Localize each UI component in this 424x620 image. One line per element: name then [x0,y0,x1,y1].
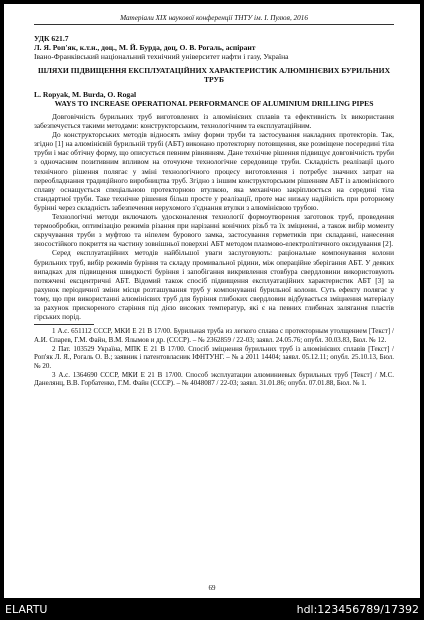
body-paragraph: Довговічність бурильних труб виготовлених із алюмінієвих сплавів та ефективність їх використання забезпечується такими методами: конструкторським, технологічним та експлуатаційним. [34,112,394,131]
paper-page [4,4,420,598]
body-paragraph: Технологічні методи включають удосконалення технології формоутворення заготовок труб, проведення термообробки, оптимізацію режимів різання при нарізанні конічних різьб та їх зміцненні, а також вибір моменту скручування труби з муфтою та ніпелем бурового замка, застосування герметиків при складанні, нанесення зносостійкого покриття на частину зовнішньої поверхні АБТ методом плазмово-електролітичного оксидування [2]. [34,212,394,249]
udk-code: УДК 621.7 [34,34,69,43]
reference-item: 2 Пат. 103529 Україна, МПК Е 21 В 17/00. Спосіб зміцнення бурильних труб із алюмінієвих сплавів [Текст] / Роп'як Л. Я., Рогаль О. В.; заявник і патентовласник ІФНТУНГ. – № a 2011 14404; заявл. 05.12.11; опубл. 25.10.13, Бюл. № 20. [34,344,394,370]
viewer-footer-bar [0,600,424,620]
affiliation: Івано-Франківський національний технічний університет нафти і газу, Україна [34,52,289,61]
page-number: 69 [208,584,216,592]
references-divider [34,324,94,325]
conference-header: Матеріали XIX наукової конференції ТНТУ ім. І. Пулюя, 2016 [34,14,394,25]
title-ua: ШЛЯХИ ПІДВИЩЕННЯ ЕКСПЛУАТАЦІЙНИХ ХАРАКТЕРИСТИК АЛЮМІНІЄВИХ БУРИЛЬНИХ ТРУБ [37,66,391,84]
authors-ua: Л. Я. Роп'як, к.т.н., доц., М. Й. Бурда, доц, О. В. Рогаль, аспірант [34,43,256,52]
authors-en: L. Ropyak, M. Burda, O. Rogal [34,90,137,99]
repository-name: ELARTU [5,603,48,616]
body-paragraph: До конструкторських методів відносять зміну форми труби та застосування накладних протекторів. Так, згідно [1] на алюмінієвій бурильній трубі (АБТ) виконано протекторну потовщення, яке розміщене посередині тіла труби і має обтічну форму, що описується певним рівнянням. Дане технічне рішення підвищує довговічність труби з одночасним позитивним впливом на оточуюче технологічне середовище труби. Складність реалізації цього технічного рішення полягає у зміні технологічного процесу виготовлення і потребує значних затрат на переобладнання традиційного виробництва труб. Згідно з іншим конструкторським рішенням АБТ із алюмінієвого сплаву оснащується спеціальною протекторною втулкою, яка механічно закріплюється на середині тіла стандартної труби. Таке технічне рішення більш просте у реалізації, проте має низьку надійність при роторному бурінні через складність забезпечення нерухомого з'єднання втулки з алюмінієвою трубою. [34,130,394,212]
handle-id: hdl:123456789/17392 [296,603,419,616]
reference-item: 1 А.с. 651112 СССР, МКИ Е 21 В 17/00. Бурильная труба из легкого сплава с протекторным утолщением [Текст] / А.И. Спарев, Г.М. Файн, В.М. Ялымов и др. (СССР). – № 2362859 / 22-03; заявл. 24.05.76; опубл. 30.03.83, Бюл. № 12. [34,327,394,344]
body-paragraph: Серед експлуатаційних методів найбільшої уваги заслуговують: раціональне компонування колони бурильних труб, вибір режимів буріння та складу промивальної рідини, між операційне зберігання АБТ. У деяких випадках для підвищення швидкості буріння і запобігання викривлення стовбура свердловини використовують потяжчені ексцентричні АБТ. Відомий також спосіб підвищення експлуатаційних характеристик АБТ [3] за рахунок періодичної зміни місця розташування труб у компонуванні бурильної колони. Суть ефекту полягає у тому, що при використанні алюмінієвих труб для буріння глибоких свердловин відбувається зміцнення матеріалу за рахунок прискореного старіння під дією високих температур, які є на певних глибинах залягання пластів гірських порід. [34,248,394,322]
reference-item: 3 А.с. 1364690 СССР, МКИ Е 21 В 17/00. Способ эксплуатации алюминиевых бурильных труб [Текст] / М.С. Данелянц, В.В. Горбатенко, Г.М. Файн (СССР). – № 4048087 / 22-03; заявл. 31.01.86; опубл. 07.01.88, Бюл. № 1. [34,370,394,388]
title-en: WAYS TO INCREASE OPERATIONAL PERFORMANCE OF ALUMINIUM DRILLING PIPES [54,99,374,108]
